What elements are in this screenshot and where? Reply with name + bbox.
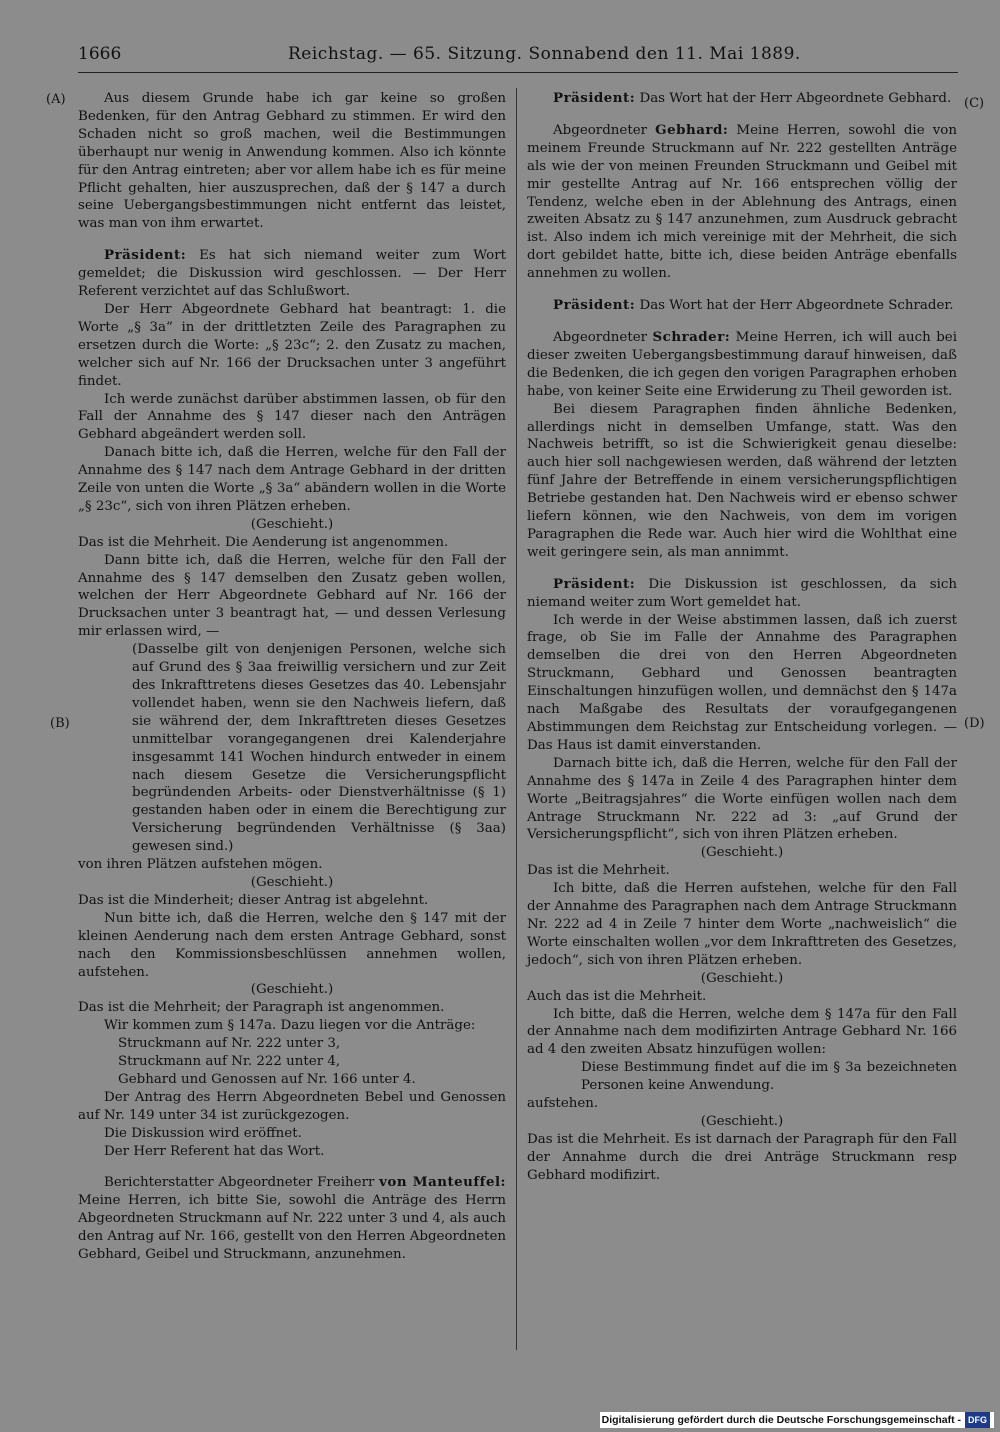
paragraph: Das ist die Minderheit; dieser Antrag ist abgelehnt. [78,892,429,908]
right-column [527,90,957,1185]
paragraph: Der Antrag des Herrn Abgeordneten Bebel und Genossen auf Nr. 149 unter 34 ist zurückgezogen. [78,1089,506,1123]
paragraph: Danach bitte ich, daß die Herren, welche für den Fall der Annahme des § 147 nach dem Antrage Gebhard in der dritten Zeile von unten die Worte „§ 3a“ abändern wollen in die Worte „§ 23c“, sich von ihren Plätzen erheben. [78,445,506,514]
speaker-label: Präsident: [553,575,636,592]
paragraph: Ich bitte, daß die Herren aufstehen, welche für den Fall der Annahme des Paragraphen nach dem Antrage Struckmann Nr. 222 ad 4 in Zeile 7 hinter dem Worte „nachweislich“ die Worte einschalten wollen „vor dem Inkrafttreten des Gesetzes, jedoch“, sich von ihren Plätzen erheben. [527,881,957,968]
column-divider [516,88,517,1350]
page-header [78,44,958,70]
speaker-label: Präsident: [104,247,187,264]
list-item: Gebhard und Genossen auf Nr. 166 unter 4. [118,1071,416,1087]
page-number: 1666 [78,44,122,64]
digitization-credit [600,1412,994,1428]
speaker-label: von Manteuffel: [379,1174,506,1191]
left-column [78,90,506,1264]
running-title: Reichstag. — 65. Sitzung. Sonnabend den 11. Mai 1889. [288,44,801,64]
paragraph: Aus diesem Grunde habe ich gar keine so großen Bedenken, für den Antrag Gebhard zu stimmen. Er wird den Schaden nicht so groß machen, weil die Bestimmungen überhaupt nur wenig in Anwendung kommen. Also ich könnte für den Antrag eintreten; aber vor allem habe ich es für meine Pflicht gehalten, hier auszusprechen, daß der § 147 a durch seine Uebergangsbestimmungen nicht entfernt das leistet, was man von ihm erwartet. [78,91,506,232]
paragraph: Wir kommen zum § 147a. Dazu liegen vor die Anträge: [104,1018,476,1034]
speaker-paragraph: Präsident: Das Wort hat der Herr Abgeordnete Schrader. [553,297,954,314]
speaker-paragraph: Präsident: Die Diskussion ist geschlossen, da sich niemand weiter zum Wort gemeldet hat. [527,575,957,610]
paragraph: von ihren Plätzen aufstehen mögen. [78,857,323,873]
paragraph: Auch das ist die Mehrheit. [527,988,707,1004]
margin-marker-b: (B) [50,716,70,731]
paragraph: Dann bitte ich, daß die Herren, welche für den Fall der Annahme des § 147 demselben den Zusatz geben wollen, welchen der Herr Abgeordnete Gebhard auf Nr. 166 der Drucksachen unter 3 beantragt hat, — und dessen Verlesung mir erlassen wird, — [78,552,506,640]
list-item: Struckmann auf Nr. 222 unter 3, [118,1036,341,1052]
margin-marker-c: (C) [964,96,985,111]
speaker-paragraph: Präsident: Das Wort hat der Herr Abgeordnete Gebhard. [553,90,952,106]
speaker-intro: Berichterstatter Abgeordneter Freiherr [104,1175,375,1191]
paragraph: Der Herr Referent hat das Wort. [104,1143,325,1159]
paragraph: Ich werde zunächst darüber abstimmen lassen, ob für den Fall der Annahme des § 147 dieser nach den Anträgen Gebhard abgeändert werden soll. [78,391,506,443]
stage-direction: (Geschieht.) [250,516,334,532]
paragraph: Ich bitte, daß die Herren, welche dem § 147a für den Fall der Annahme nach dem modifizirten Antrage Gebhard Nr. 166 ad 4 den zweiten Absatz hinzufügen wollen: [527,1006,957,1058]
stage-direction: (Geschieht.) [700,970,784,986]
paragraph: Der Herr Abgeordnete Gebhard hat beantragt: 1. die Worte „§ 3a“ in der drittletzten Zeile des Paragraphen zu ersetzen durch die Worte: „§ 23c“; 2. den Zusatz zu machen, welcher sich auf Nr. 166 der Drucksachen unter 3 angeführt findet. [78,301,506,389]
dfg-logo: DFG [965,1412,990,1428]
paragraph: Ich werde in der Weise abstimmen lassen, daß ich zuerst frage, ob Sie im Falle der Annahme des Paragraphen demselben die drei von den Herren Abgeordneten Struckmann, Gebhard und Genossen beantragten Einschaltungen hinzufügen wollen, und demnächst den § 147a nach Maßgabe des Resultats der voraufgegangenen Abstimmungen dem Reichstag zur Entscheidung vorlegen. — Das Haus ist damit einverstanden. [527,612,957,753]
speaker-paragraph: Präsident: Es hat sich niemand weiter zum Wort gemeldet; die Diskussion wird geschlossen. — Der Herr Referent verzichtet auf das Schlußwort. [78,247,506,300]
stage-direction: (Geschieht.) [700,1113,784,1129]
quoted-block: Diese Bestimmung findet auf die im § 3a bezeichneten Personen keine Anwendung. [581,1060,957,1094]
paragraph: Die Diskussion wird eröffnet. [104,1125,302,1141]
margin-marker-d: (D) [964,716,985,731]
stage-direction: (Geschieht.) [250,874,334,890]
paragraph: Das ist die Mehrheit. Es ist darnach der Paragraph für den Fall der Annahme durch die drei Anträge Struckmann resp Gebhard modifizirt. [527,1131,957,1183]
paragraph: Bei diesem Paragraphen finden ähnliche Bedenken, allerdings nicht in demselben Umfange, statt. Was den Nachweis betrifft, so ist die Schwierigkeit genau dieselbe: auch hier soll nachgewiesen werden, daß während der letzten fünf Jahre der Betreffende in einem versicherungspflichtigen Betriebe gestanden hat. Den Nachweis wird er ebenso schwer liefern können, wie den Nachweis, von dem im vorigen Paragraphen die Rede war. Auch hier wird die Wohlthat eine weit geringere sein, als man annimmt. [527,401,957,560]
speaker-label: Schrader: [652,328,731,345]
paragraph: Das ist die Mehrheit. [527,863,670,879]
speaker-paragraph: Abgeordneter Gebhard: Meine Herren, sowohl die von meinem Freunde Struckmann auf Nr. 222 gestellten Anträge als wie der von meinen Freunden Struckmann und Geibel mit mir gestellte Antrag auf Nr. 166 entsprechen völlig der Tendenz, welche eben in der Ablehnung des Antrags, einen zweiten Absatz zu § 147 anzunehmen, zum Ausdruck gebracht ist. Also indem ich mich vereinige mit der Mehrheit, die sich dort gebildet hatte, bitte ich, diese beiden Anträge ebenfalls annehmen zu wollen. [527,121,957,282]
stage-direction: (Geschieht.) [700,845,784,861]
speaker-label: Präsident: [553,90,636,106]
list-item: Struckmann auf Nr. 222 unter 4, [118,1054,341,1070]
speaker-paragraph: Berichterstatter Abgeordneter Freiherr von Manteuffel: Meine Herren, ich bitte Sie, sowohl die Anträge des Herrn Abgeordneten Struckmann auf Nr. 222 unter 3 und 4, als auch den Antrag auf Nr. 166, gestellt von den Herren Abgeordneten Gebhard, Geibel und Struckmann, anzunehmen. [78,1174,506,1263]
credit-text: Digitalisierung gefördert durch die Deutsche Forschungsgemeinschaft - [601,1414,961,1426]
speaker-label: Präsident: [553,297,636,314]
paragraph: aufstehen. [527,1096,599,1112]
paragraph: Das ist die Mehrheit. Die Aenderung ist angenommen. [78,534,449,550]
header-rule [78,72,958,73]
stage-direction: (Geschieht.) [250,982,334,998]
margin-marker-a: (A) [46,92,66,107]
speaker-paragraph: Abgeordneter Schrader: Meine Herren, ich will auch bei dieser zweiten Uebergangsbestimmung darauf hinweisen, daß die Bedenken, die ich gegen den vorigen Paragraphen erhoben habe, von keiner Seite eine Erwiderung zu Theil geworden ist. [527,328,957,399]
speaker-label: Gebhard: [655,121,729,138]
paragraph: Darnach bitte ich, daß die Herren, welche für den Fall der Annahme des § 147a in Zeile 4 des Paragraphen hinter dem Worte „Beitragsjahres“ die Worte einfügen wollen nach dem Antrage Struckmann Nr. 222 ad 3: „auf Grund der Versicherungspflicht“, sich von ihren Plätzen erheben. [527,755,957,843]
paragraph: Das ist die Mehrheit; der Paragraph ist angenommen. [78,1000,445,1016]
quoted-block: (Dasselbe gilt von denjenigen Personen, welche sich auf Grund des § 3aa freiwillig versichern und zur Zeit des Inkrafttretens dieses Gesetzes das 40. Lebensjahr vollendet haben, wenn sie den Nachweis liefern, daß sie während der, dem Inkrafttreten dieses Gesetzes unmittelbar vorangegangenen drei Kalenderjahre insgesammt 141 Wochen hindurch entweder in einem nach diesem Gesetze die Versicherungspflicht begründenden Arbeits- oder Dienstverhältnisse (§ 1) gestanden haben oder in einem die Berechtigung zur Versicherung begründenden Verhältnisse (§ 3aa) gewesen sind.) [132,642,506,855]
paragraph: Nun bitte ich, daß die Herren, welche den § 147 mit der kleinen Aenderung nach dem ersten Antrage Gebhard, sonst nach den Kommissionsbeschlüssen annehmen wollen, aufstehen. [78,910,506,980]
